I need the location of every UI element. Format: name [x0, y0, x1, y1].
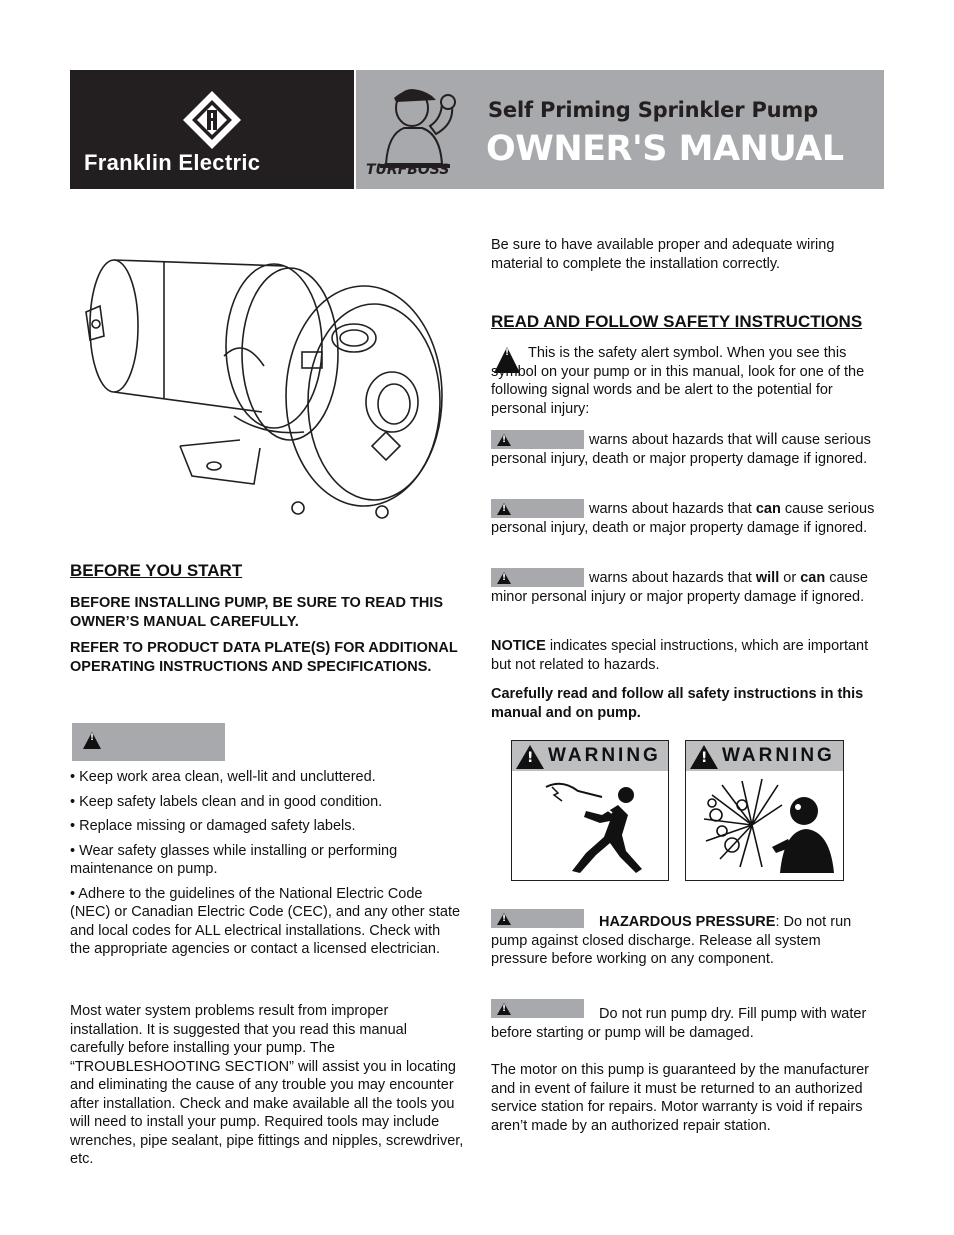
franklin-logo-icon: [182, 90, 242, 150]
caution-paragraph: warns about hazards that will or can cause minor personal injury or major property damage if ignored.: [491, 570, 868, 605]
warning-label-text: WARNING: [722, 745, 835, 766]
notice-paragraph: NOTICE indicates special instructions, which are important but not related to hazards.: [491, 638, 869, 673]
wiring-paragraph: Be sure to have available proper and adequate wiring material to complete the installation correctly.: [491, 237, 835, 272]
pressure-warning-label: [685, 740, 844, 881]
safety-heading: READ AND FOLLOW SAFETY INSTRUCTIONS: [491, 312, 863, 331]
safety-alert-icon: [83, 732, 101, 749]
manual-title: OWNER'S MANUAL: [486, 129, 844, 169]
electric-shock-icon: [532, 775, 652, 875]
carefully-read-paragraph: Carefully read and follow all safety instructions in this manual and on pump.: [491, 686, 864, 721]
warning-label-text: WARNING: [548, 745, 661, 766]
danger-paragraph: warns about hazards that will cause serious personal injury, death or major property damage if ignored.: [491, 431, 871, 467]
before-paragraph-2: REFER TO PRODUCT DATA PLATE(S) FOR ADDITIONAL OPERATING INSTRUCTIONS AND SPECIFICATIONS.: [70, 640, 458, 675]
bullet-item: • Wear safety glasses while installing or performing maintenance on pump.: [70, 842, 398, 877]
bullet-item: • Keep work area clean, well-lit and uncluttered.: [70, 769, 376, 785]
brand-name: Franklin Electric: [84, 150, 261, 175]
explosion-icon: [692, 775, 838, 875]
alert-symbol-paragraph: This is the safety alert symbol. When you see this symbol on your pump or in this manual, look for one of the following signal words and be alert to the potential for personal injury:: [491, 345, 865, 417]
intro-paragraph: Most water system problems result from improper installation. It is suggested that you read this manual carefully before installing your pump. The “TROUBLESHOOTING SECTION” will assist you in locating and eliminating the cause of any trouble you may encounter after installation. Check and make available all the tools you will need to install your pump. Required tools may include wrenches, pipe sealant, pipe fittings and nipples, screwdriver, etc.: [70, 1003, 464, 1167]
bullet-item: • Replace missing or damaged safety labels.: [70, 818, 356, 834]
signal-word-bar: [72, 723, 225, 761]
bullet-item: • Adhere to the guidelines of the National Electric Code (NEC) or Canadian Electric Code (CEC), and any other state and local codes for ALL electrical installations. Check with the appropriate agencies or contact a licensed electrician.: [70, 885, 461, 957]
warning-paragraph: warns about hazards that can cause serious personal injury, death or major property damage if ignored.: [491, 501, 875, 536]
safety-bullet-list: [70, 768, 462, 959]
manual-subtitle: Self Priming Sprinkler Pump: [488, 98, 818, 122]
before-paragraph-1: BEFORE INSTALLING PUMP, BE SURE TO READ THIS OWNER’S MANUAL CAREFULLY.: [70, 595, 444, 630]
electrical-warning-label: [511, 740, 669, 881]
turfboss-logo: TURFBOSS: [366, 162, 450, 178]
dry-run-paragraph: Do not run pump dry. Fill pump with water before starting or pump will be damaged.: [491, 1006, 867, 1041]
hazardous-pressure-paragraph: HAZARDOUS PRESSURE: Do not run pump against closed discharge. Release all system pressure before working on any component.: [491, 914, 852, 967]
pump-illustration: [74, 226, 450, 526]
motor-warranty-paragraph: The motor on this pump is guaranteed by the manufacturer and in event of failure it must be returned to an authorized service station for repairs. Motor warranty is void if repairs aren’t made by an authorized repair station.: [491, 1062, 870, 1134]
bullet-item: • Keep safety labels clean and in good condition.: [70, 793, 383, 810]
before-you-start-heading: BEFORE YOU START: [70, 561, 243, 580]
